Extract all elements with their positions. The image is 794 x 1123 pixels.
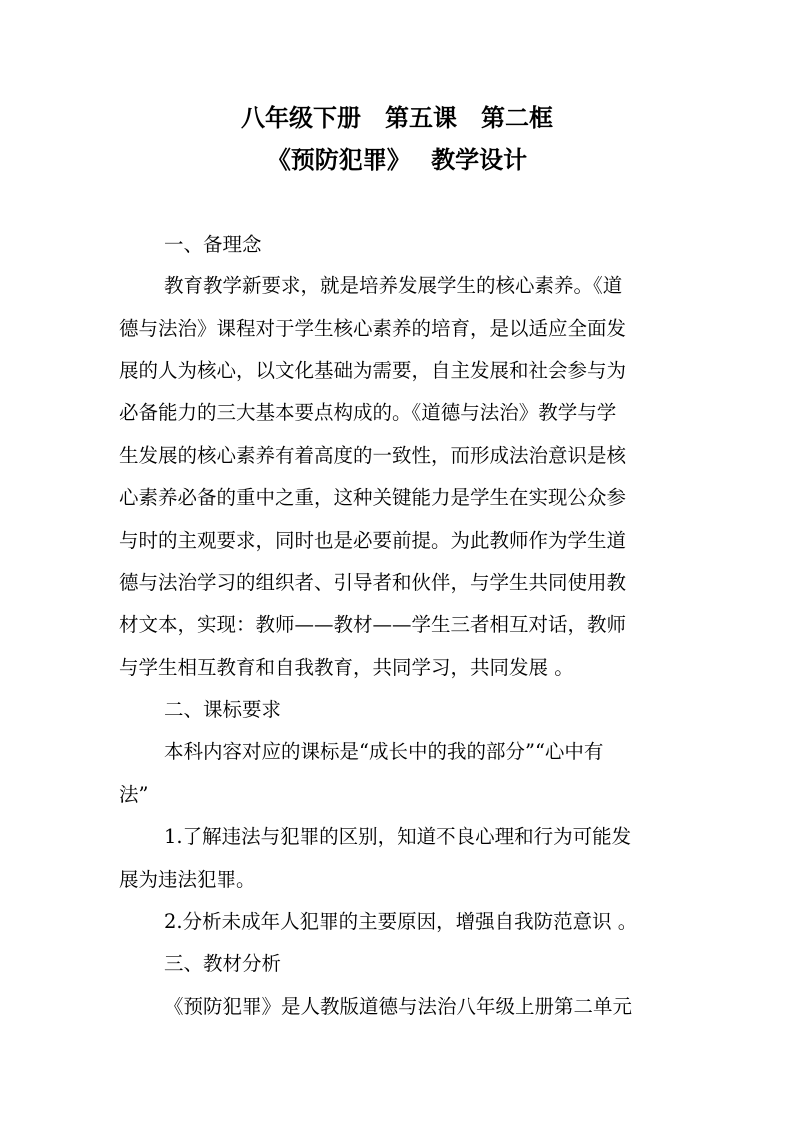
section-2-intro-line: 本科内容对应的课标是“成长中的我的部分”“心中有 (164, 740, 604, 763)
section-3-line: 《预防犯罪》是人教版道德与法治八年级上册第二单元 (164, 995, 633, 1018)
section-3-heading: 三、教材分析 (164, 952, 282, 975)
section-2-item-1-line: 展为违法犯罪。 (119, 868, 256, 891)
section-1-line: 展的人为核心，以文化基础为需要，自主发展和社会参与为 (119, 359, 627, 382)
section-1-line: 德与法治》课程对于学生核心素养的培育，是以适应全面发 (119, 317, 627, 340)
section-2-heading: 二、课标要求 (164, 698, 282, 721)
document-title-line-2: 《预防犯罪》 教学设计 (266, 145, 528, 174)
section-1-line: 教育教学新要求，就是培养发展学生的核心素养。《道 (164, 274, 623, 297)
section-1-line: 心素养必备的重中之重，这种关键能力是学生在实现公众参 (119, 486, 627, 509)
section-2-item-1-line: 1.了解违法与犯罪的区别，知道不良心理和行为可能发 (164, 825, 632, 848)
section-2-item-2-line: 2.分析未成年人犯罪的主要原因，增强自我防范意识 。 (164, 910, 638, 933)
document-title-line-1: 八年级下册 第五课 第二框 (241, 103, 553, 132)
section-1-line: 必备能力的三大基本要点构成的。《道德与法治》教学与学 (119, 401, 617, 424)
section-1-line: 与时的主观要求，同时也是必要前提。为此教师作为学生道 (119, 529, 627, 552)
section-1-line: 与学生相互教育和自我教育，共同学习，共同发展 。 (119, 656, 574, 679)
section-1-line: 生发展的核心素养有着高度的一致性，而形成法治意识是核 (119, 444, 627, 467)
section-1-heading: 一、备理念 (164, 233, 262, 256)
section-1-line: 材文本，实现：教师——教材——学生三者相互对话，教师 (119, 613, 627, 636)
section-1-line: 德与法治学习的组织者、引导者和伙伴，与学生共同使用教 (119, 571, 627, 594)
section-2-intro-line: 法” (119, 783, 149, 806)
